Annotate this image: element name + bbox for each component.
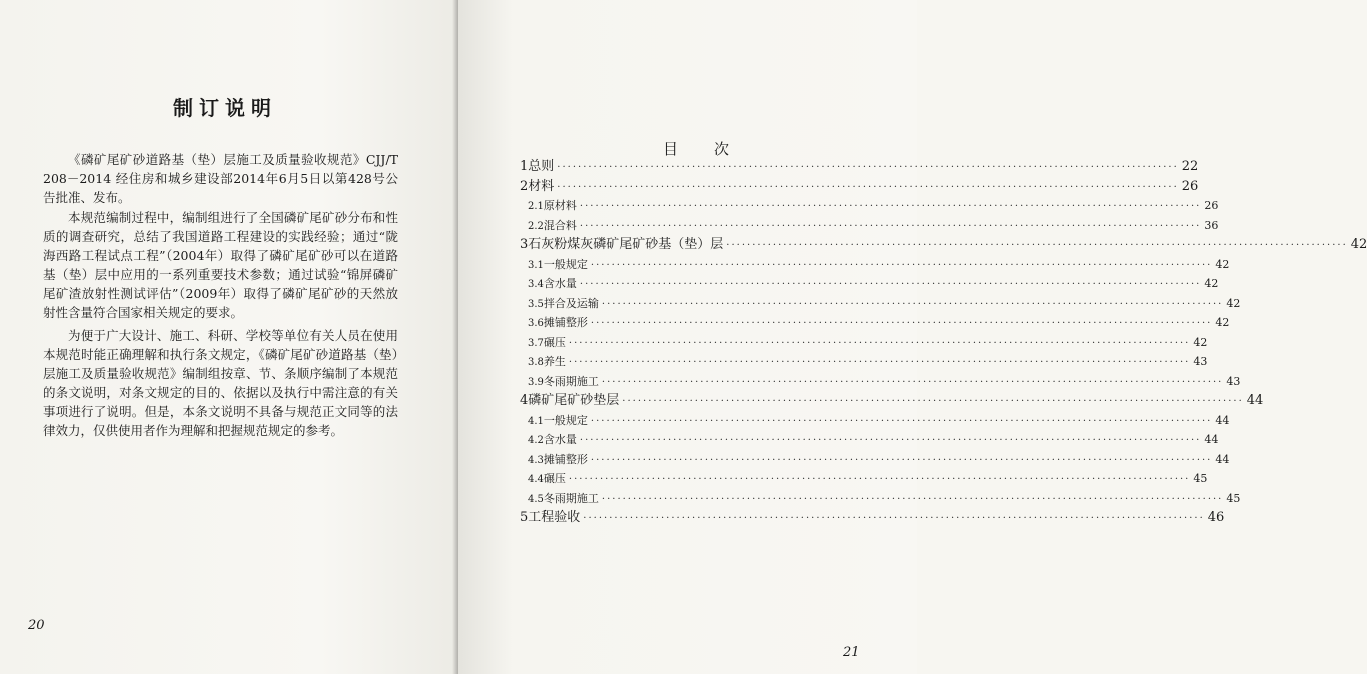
toc-entry-number: 3.1 xyxy=(528,259,544,271)
toc-entry-number: 3.9 xyxy=(528,376,544,388)
toc-entry-number: 2.1 xyxy=(528,201,544,212)
toc-entry xyxy=(520,255,1230,275)
toc-leader-dots: ························································································································ xyxy=(601,298,1224,310)
toc-entry-title: 摊铺整形 xyxy=(543,316,588,329)
toc-leader-dots: ························································································································ xyxy=(622,396,1244,407)
toc-entry-page: 42 xyxy=(1215,257,1230,271)
paragraph: 本规范编制过程中，编制组进行了全国磷矿尾矿砂分布和性质的调查研究，总结了我国道路工程建设的实践经验；通过“陇海西路工程试点工程”（2004年）取得了磷矿尾矿砂可以在道路基（垫）层中应用的一系列重要技术参数；通过试验“锦屏磷矿尾矿渣放射性测试评估”（2009年）取得了磷矿尾矿砂的天然放射性含量符合国家相关规定的要求。 xyxy=(43,210,398,320)
toc-entry-number: 3.4 xyxy=(528,279,544,290)
toc-entry-page: 46 xyxy=(1207,510,1225,525)
toc-leader-dots: ························································································································ xyxy=(590,454,1213,466)
explanation-body xyxy=(43,150,398,440)
toc-leader-dots: ························································································································ xyxy=(726,240,1348,251)
toc-entry xyxy=(520,430,1219,450)
toc-entry-number: 3.5 xyxy=(528,298,544,310)
toc-leader-dots: ························································································································ xyxy=(601,493,1224,505)
toc-entry-number: 4 xyxy=(520,393,529,408)
toc-entry-page: 45 xyxy=(1193,472,1208,485)
toc-leader-dots: ························································································································ xyxy=(590,415,1213,427)
toc-entry-page: 26 xyxy=(1204,199,1219,212)
toc-entry-page: 44 xyxy=(1215,413,1230,427)
toc-entry xyxy=(520,469,1208,489)
toc-entry-number: 2.2 xyxy=(528,220,544,232)
paragraph: 为便于广大设计、施工、科研、学校等单位有关人员在使用本规范时能正确理解和执行条文规定，《磷矿尾矿砂道路基（垫）层施工及质量验收规范》编制组按章、节、条顺序编制了本规范的条文说明，对条文规定的目的、依据以及执行中需注意的有关事项进行了说明。但是，本条文说明不具备与规范正文同等的法律效力，仅供使用者作为理解和把握规范规定的参考。 xyxy=(43,328,398,438)
toc-leader-dots: ························································································································ xyxy=(568,357,1191,368)
toc-entry xyxy=(520,489,1241,509)
page-title: 制订说明 xyxy=(173,96,277,120)
toc-entry xyxy=(520,196,1219,216)
toc-entry-title: 工程验收 xyxy=(528,510,581,525)
page-number: 20 xyxy=(28,618,45,633)
toc-entry-number: 2 xyxy=(520,178,529,194)
toc-entry-title: 磷矿尾矿砂垫层 xyxy=(528,393,620,408)
left-page xyxy=(0,0,458,674)
toc-leader-dots: ························································································································ xyxy=(583,513,1205,524)
toc-entry xyxy=(520,450,1230,470)
toc-entry-title: 总则 xyxy=(528,159,555,174)
toc-entry-title: 原材料 xyxy=(543,199,577,212)
right-page xyxy=(458,0,1367,674)
toc-entry-title: 含水量 xyxy=(543,277,577,290)
toc-entry-page: 44 xyxy=(1204,433,1219,446)
toc-leader-dots: ························································································································ xyxy=(579,220,1202,232)
toc-entry-number: 3.8 xyxy=(528,357,544,368)
toc-entry-number: 4.4 xyxy=(528,474,544,485)
toc-entry-number: 4.5 xyxy=(528,493,544,505)
toc-entry-title: 冬雨期施工 xyxy=(543,491,599,505)
toc-entry-page: 22 xyxy=(1181,159,1199,174)
toc-entry-number: 4.3 xyxy=(528,454,544,466)
toc-entry-number: 4.1 xyxy=(528,415,544,427)
toc-entry-page: 43 xyxy=(1193,355,1208,368)
toc-entry xyxy=(520,274,1219,294)
toc-leader-dots: ························································································································ xyxy=(590,318,1213,329)
toc-entry-number: 3.7 xyxy=(528,337,544,349)
toc-title: 目次 xyxy=(663,140,766,158)
toc-leader-dots: ························································································································ xyxy=(590,259,1213,271)
toc-leader-dots: ························································································································ xyxy=(557,162,1179,173)
toc-entry xyxy=(520,352,1208,372)
toc-entry-page: 42 xyxy=(1215,316,1230,329)
toc-entry-title: 冬雨期施工 xyxy=(543,374,599,388)
toc-entry-title: 拌合及运输 xyxy=(543,296,599,310)
toc-entry-page: 42 xyxy=(1204,277,1219,290)
toc-entry-number: 4.2 xyxy=(528,435,544,446)
toc-entry-title: 摊铺整形 xyxy=(543,452,588,466)
toc-leader-dots: ························································································································ xyxy=(601,376,1224,388)
page-number: 21 xyxy=(843,645,860,660)
toc-entry-page: 44 xyxy=(1215,452,1230,466)
toc-entry xyxy=(520,157,1199,177)
toc-leader-dots: ························································································································ xyxy=(568,337,1191,349)
toc-entry-number: 5 xyxy=(520,510,529,525)
toc-leader-dots: ························································································································ xyxy=(579,201,1202,212)
toc-entry-title: 碾压 xyxy=(543,335,566,349)
toc-entry-page: 45 xyxy=(1226,491,1241,505)
toc-entry-title: 碾压 xyxy=(543,472,566,485)
toc-entry-page: 42 xyxy=(1226,296,1241,310)
table-of-contents xyxy=(520,157,1367,528)
paragraph: 《磷矿尾矿砂道路基（垫）层施工及质量验收规范》CJJ/T 208－2014 经住房和城乡建设部2014年6月5日以第428号公告批准、发布。 xyxy=(43,152,398,205)
toc-leader-dots: ························································································································ xyxy=(568,474,1191,485)
toc-entry-title: 一般规定 xyxy=(543,257,588,271)
toc-entry-title: 一般规定 xyxy=(543,413,588,427)
toc-entry xyxy=(520,372,1241,392)
toc-entry xyxy=(520,294,1241,314)
toc-entry-page: 42 xyxy=(1350,237,1367,252)
toc-entry-number: 3 xyxy=(520,237,529,252)
toc-entry-page: 44 xyxy=(1246,393,1264,408)
toc-entry-title: 石灰粉煤灰磷矿尾矿砂基（垫）层 xyxy=(528,237,724,252)
toc-entry xyxy=(520,411,1230,431)
toc-entry-number: 1 xyxy=(520,159,529,174)
toc-entry-page: 42 xyxy=(1193,335,1208,349)
toc-entry-title: 混合料 xyxy=(543,218,577,232)
toc-leader-dots: ························································································································ xyxy=(579,435,1202,446)
toc-entry xyxy=(520,508,1225,528)
toc-leader-dots: ························································································································ xyxy=(557,181,1179,193)
toc-entry xyxy=(520,333,1208,353)
toc-leader-dots: ························································································································ xyxy=(579,279,1202,290)
toc-entry-page: 26 xyxy=(1181,178,1199,194)
toc-entry xyxy=(520,216,1219,236)
toc-entry-title: 养生 xyxy=(543,355,566,368)
toc-entry-page: 36 xyxy=(1204,218,1219,232)
toc-entry-number: 3.6 xyxy=(528,318,544,329)
toc-entry-title: 含水量 xyxy=(543,433,577,446)
toc-entry xyxy=(520,391,1264,411)
toc-entry-page: 43 xyxy=(1226,374,1241,388)
toc-entry xyxy=(520,235,1367,255)
toc-entry xyxy=(520,177,1199,197)
toc-entry xyxy=(520,313,1230,333)
toc-entry-title: 材料 xyxy=(528,178,555,194)
